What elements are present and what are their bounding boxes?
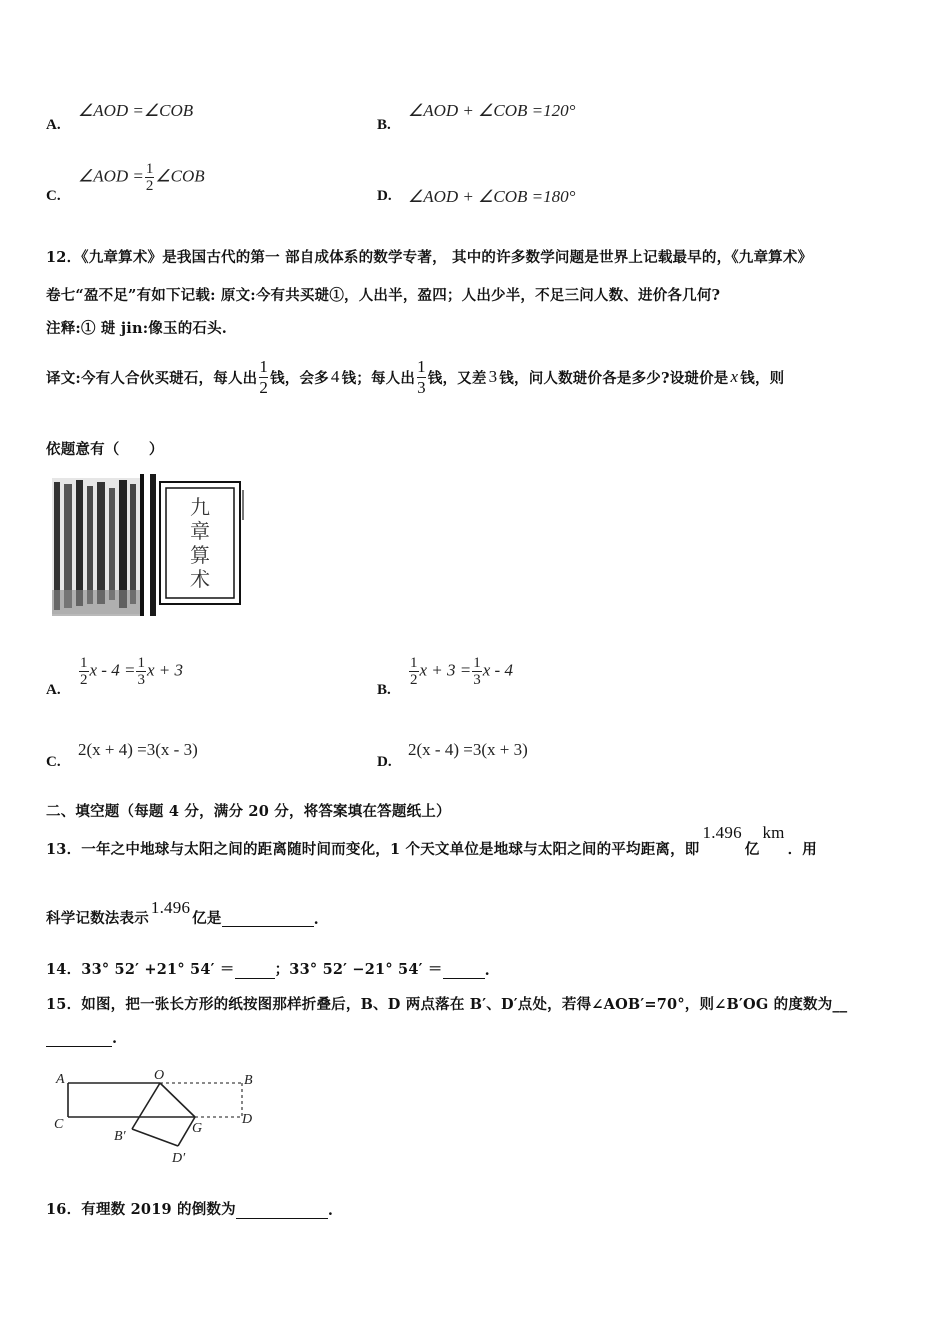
q12-a-n1: 1	[80, 655, 88, 671]
label-d-prime: D′	[172, 1151, 186, 1166]
q12-frac1-den: 2	[259, 377, 269, 397]
q14-answer-blank-1[interactable]	[235, 964, 275, 979]
q12-b-d2: 3	[473, 672, 481, 688]
section-2-heading: 二、填空题（每题 4 分，满分 20 分，将答案填在答题纸上）	[46, 803, 451, 820]
q11-option-b-expr: ∠AOD + ∠COB =120°	[408, 101, 576, 120]
q15-line2	[46, 1030, 117, 1047]
q12-fraction-half	[259, 357, 268, 398]
q12-b-mid: x + 3 =	[419, 660, 472, 680]
q15-answer-blank[interactable]	[46, 1032, 112, 1047]
q12-b-n2: 1	[473, 655, 481, 671]
q12-var-x: x	[730, 367, 739, 386]
book-title-char-2: 章	[190, 519, 210, 543]
q12-a-n2: 1	[137, 655, 145, 671]
q14-text-end: .	[484, 962, 490, 979]
q12-option-a-letter: A.	[46, 682, 61, 698]
q16-text: 16．有理数 2019 的倒数为	[46, 1201, 236, 1218]
q12-line4-e: 钱，问人数琎价各是多少?设琎价是	[499, 369, 729, 387]
q14-answer-blank-2[interactable]	[443, 964, 485, 979]
q12-line5: 依题意有（ ）	[46, 441, 164, 458]
q12-line4-b: 钱，会多	[270, 369, 329, 387]
q11-option-a-expr: ∠AOD =∠COB	[78, 101, 194, 120]
q11-option-c-letter: C.	[46, 188, 61, 204]
q12-frac2-den: 3	[417, 377, 426, 397]
q12-option-d-letter: D.	[377, 754, 392, 770]
q12-line4	[46, 352, 784, 402]
label-o: O	[154, 1068, 165, 1083]
q11-c-post: ∠COB	[155, 166, 205, 186]
q12-a-end: x + 3	[146, 660, 183, 680]
q13-line2-end: .	[313, 911, 319, 928]
q13-line1	[46, 823, 817, 865]
q16-end: .	[327, 1202, 334, 1219]
q13-value-2: 1.496	[150, 898, 191, 917]
q16-answer-blank[interactable]	[236, 1204, 328, 1219]
q12-frac2-num: 1	[417, 356, 426, 376]
q14-line	[46, 958, 490, 979]
q11-c-den: 2	[145, 178, 154, 194]
q12-frac1-num: 1	[259, 356, 269, 376]
q12-num-3: 3	[488, 367, 498, 386]
label-c: C	[54, 1117, 64, 1132]
label-b: B	[244, 1073, 253, 1088]
q14-text-b: ；33° 52′ −21° 54′ ＝	[274, 961, 443, 978]
q11-option-d-expr: ∠AOD + ∠COB =180°	[408, 187, 576, 206]
q15-line2-end: .	[112, 1030, 118, 1047]
q12-line4-d: 钱，又差	[427, 369, 487, 387]
q12-fraction-third	[417, 357, 426, 398]
q12-line4-a: 译文:今有人合伙买琎石，每人出	[46, 369, 258, 387]
label-b-prime: B′	[114, 1129, 126, 1144]
q13-answer-blank[interactable]	[222, 912, 314, 927]
label-d: D	[242, 1112, 253, 1127]
q13-value: 1.496	[702, 823, 742, 842]
q16-line	[46, 1198, 333, 1219]
book-title-char-4: 术	[190, 567, 210, 591]
q13-line2-a: 科学记数法表示	[46, 910, 149, 927]
q12-option-b-expr	[408, 655, 513, 688]
q13-unit-km: km	[762, 823, 785, 842]
q12-a-mid: x - 4 =	[89, 660, 136, 680]
q13-line2	[46, 898, 319, 932]
q12-line1: 12．《九章算术》是我国古代的第一 部自成体系的数学专著， 其中的许多数学问题是世界上记载最早的，《九章算术》	[46, 249, 813, 266]
q12-option-b-letter: B.	[377, 682, 391, 698]
q11-option-a-letter: A.	[46, 117, 61, 133]
jiuzhang-suanshu-book-image	[50, 470, 245, 620]
q12-line3: 注释:① 琎 jin:像玉的石头.	[46, 320, 228, 337]
q12-a-d2: 3	[137, 672, 145, 688]
q15-line1: 15．如图，把一张长方形的纸按图那样折叠后，B、D 两点落在 B′、D′点处，若得∠AOB′=70°，则∠B′OG 的度数为__	[46, 996, 848, 1013]
q11-option-d-letter: D.	[377, 188, 392, 204]
q11-c-pre: ∠AOD =	[78, 166, 144, 186]
q13-unit-yi: 亿	[744, 841, 760, 858]
q11-option-c-expr	[78, 161, 205, 194]
q13-line1-a: 13．一年之中地球与太阳之间的距离随时间而变化，1 个天文单位是地球与太阳之间的平均距离，即	[46, 841, 700, 858]
q15-fold-figure	[50, 1066, 265, 1168]
q12-a-d1: 2	[80, 672, 88, 688]
q12-line4-c: 钱；每人出	[341, 369, 416, 387]
q12-option-c-expr: 2(x + 4) =3(x - 3)	[78, 740, 198, 759]
q13-line2-b: 亿是	[192, 910, 222, 927]
q12-b-end: x - 4	[482, 660, 513, 680]
q11-c-fraction	[145, 161, 155, 194]
q14-text-a: 14．33° 52′ +21° 54′ ＝	[46, 961, 235, 978]
q11-option-b-letter: B.	[377, 117, 391, 133]
q12-option-d-expr: 2(x - 4) =3(x + 3)	[408, 740, 528, 759]
q12-line2: 卷七“盈不足”有如下记载: 原文:今有共买琎①，人出半，盈四；人出少半，不足三问人数、进价各几何?	[46, 287, 721, 304]
q12-b-d1: 2	[410, 672, 418, 688]
q12-line4-f: 钱，则	[740, 369, 785, 387]
q13-line1-b: ．用	[787, 841, 817, 858]
label-g: G	[192, 1121, 203, 1136]
q12-option-c-letter: C.	[46, 754, 61, 770]
q12-b-n1: 1	[410, 655, 418, 671]
q12-num-4: 4	[330, 367, 340, 386]
q11-c-num: 1	[145, 161, 154, 177]
q12-option-a-expr	[78, 655, 183, 688]
label-a: A	[56, 1072, 65, 1087]
book-title-char-1: 九	[190, 495, 210, 519]
book-title-char-3: 算	[190, 543, 210, 567]
